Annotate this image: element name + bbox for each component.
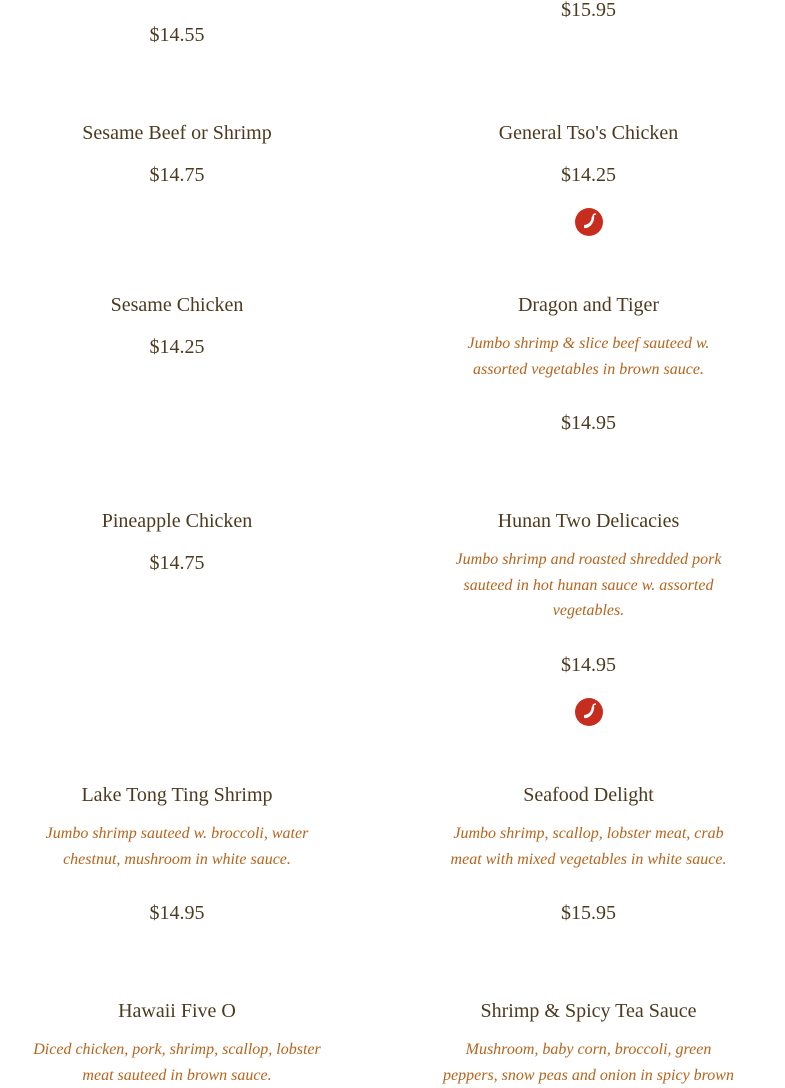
menu-item (431, 121, 746, 187)
item-price: $14.95 (561, 412, 616, 434)
item-price: $14.25 (561, 164, 616, 186)
item-name: Dragon and Tiger (517, 294, 660, 316)
item-description: Jumbo shrimp sauteed w. broccoli, water chestnut, mushroom in white sauce. (45, 825, 309, 868)
item-price: $14.75 (149, 164, 205, 186)
item-name: Seafood Delight (523, 784, 654, 806)
item-name: Shrimp & Spicy Tea Sauce (480, 1000, 697, 1022)
item-name: Lake Tong Ting Shrimp (81, 784, 273, 806)
menu-item (0, 783, 354, 925)
menu-item (0, 293, 354, 359)
menu-item (431, 509, 746, 677)
item-description: Jumbo shrimp, scallop, lobster meat, crab meat with mixed vegetables in white sauce. (450, 825, 727, 868)
menu-item (0, 509, 354, 575)
item-description: Diced chicken, pork, shrimp, scallop, lobster meat sauteed in brown sauce. (33, 1041, 321, 1084)
item-description: Jumbo shrimp and roasted shredded pork sauteed in hot hunan sauce w. assorted vegetables. (455, 551, 722, 619)
item-price: $14.75 (149, 552, 205, 574)
item-name: Hunan Two Delicacies (497, 510, 680, 532)
item-price: $14.25 (149, 336, 205, 358)
item-price: $14.95 (561, 653, 616, 676)
item-price: $14.95 (149, 902, 205, 924)
chili-pepper-icon (575, 698, 603, 726)
item-description: Mushroom, baby corn, broccoli, green peppers, snow peas and onion in spicy brown (443, 1041, 734, 1084)
item-name: Pineapple Chicken (101, 510, 253, 532)
item-name: Sesame Chicken (110, 294, 244, 316)
item-name: General Tso's Chicken (498, 122, 679, 144)
menu-item (0, 23, 354, 47)
chili-pepper-icon (575, 208, 603, 236)
menu-item (431, 0, 746, 22)
menu-item (431, 783, 746, 925)
menu-item (0, 121, 354, 187)
menu-item (0, 999, 354, 1088)
menu-item (431, 999, 746, 1088)
item-description: Jumbo shrimp & slice beef sauteed w. assorted vegetables in brown sauce. (467, 335, 710, 378)
item-name: Sesame Beef or Shrimp (82, 122, 272, 144)
item-name: Hawaii Five O (118, 1000, 236, 1022)
item-price: $14.55 (149, 24, 205, 46)
item-price: $15.95 (561, 0, 616, 21)
menu-item (431, 293, 746, 435)
item-price: $15.95 (561, 902, 616, 924)
